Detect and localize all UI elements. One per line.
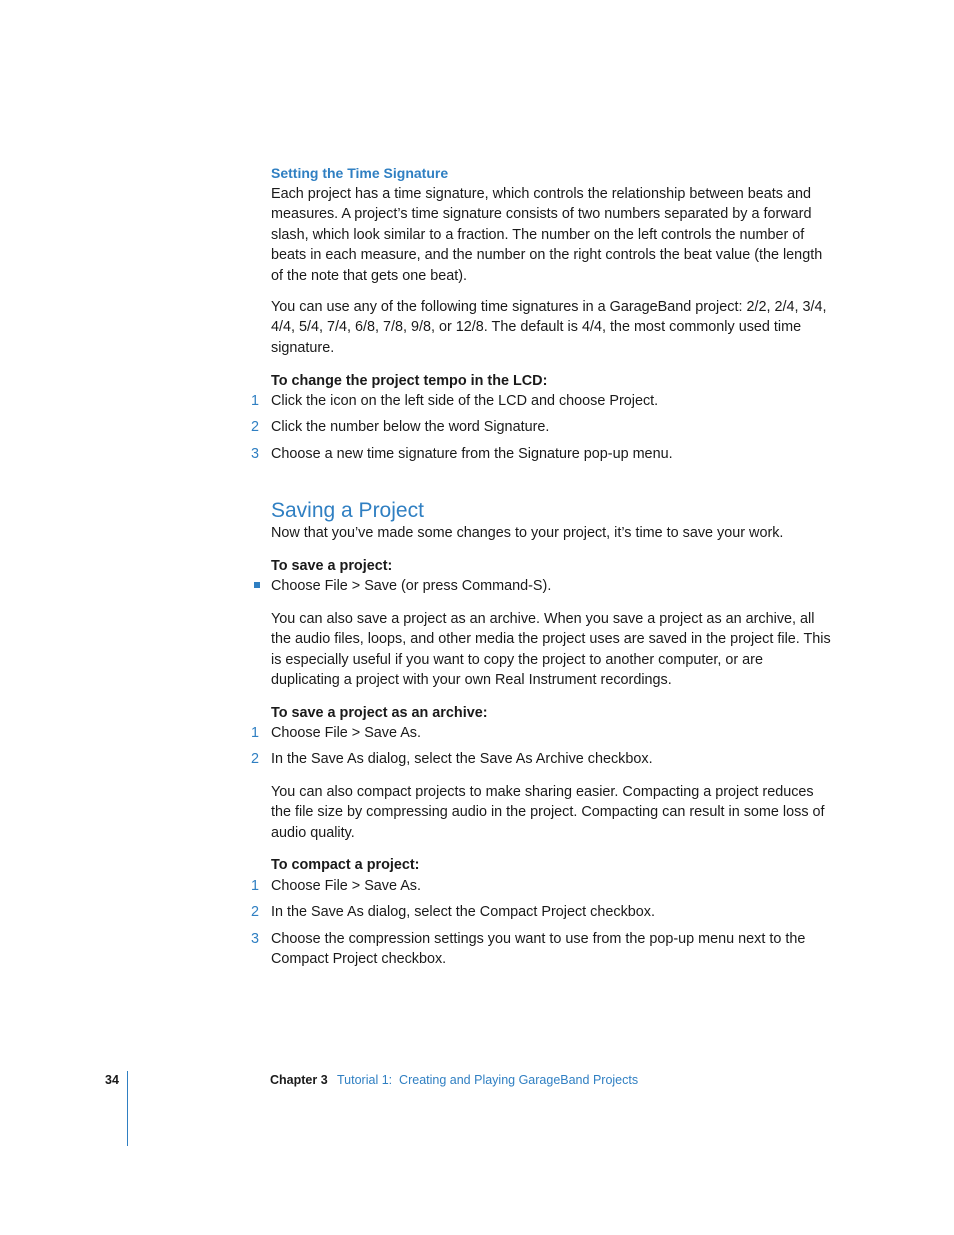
paragraph-saving-intro: Now that you’ve made some changes to your project, it’s time to save your work. <box>271 525 784 541</box>
step-text: Choose the compression settings you want to use from the pop-up menu next to the Compact Project checkbox. <box>271 931 806 968</box>
step-number: 1 <box>251 878 260 894</box>
page-number: 34 <box>105 1073 119 1087</box>
paragraph-time-signature-intro: Each project has a time signature, which controls the relationship between beats and measures. A project’s time signature consists of two numbers separated by a forward slash, which look similar to a fraction. The number on the left controls the number of beats in each measure, and the number on the right controls the beat value (the length of the note that gets one beat). <box>271 186 823 284</box>
step-text: Choose File > Save As. <box>271 878 421 894</box>
bullet-square-icon <box>254 582 260 588</box>
section-heading-time-signature: Setting the Time Signature <box>271 165 449 181</box>
footer-chapter: Chapter 3 <box>270 1073 328 1087</box>
paragraph-time-signature-options: You can use any of the following time signatures in a GarageBand project: 2/2, 2/4, 3/4, 4/4, 5/4, 7/4, 6/8, 7/8, 9/8, or 12/8. The default is 4/4, the most commonly used time signature. <box>271 299 827 356</box>
task-lead-compact-project: To compact a project: <box>271 857 420 873</box>
footer-chapter-title: Tutorial 1: Creating and Playing GarageBand Projects <box>337 1073 639 1087</box>
step-text: In the Save As dialog, select the Save As Archive checkbox. <box>271 751 653 767</box>
step-number: 3 <box>251 446 260 462</box>
task-lead-save-project: To save a project: <box>271 558 393 574</box>
step-number: 3 <box>251 931 260 947</box>
step-number: 1 <box>251 725 260 741</box>
bullet-text: Choose File > Save (or press Command-S). <box>271 578 552 594</box>
step-number: 2 <box>251 419 260 435</box>
step-number: 1 <box>251 393 260 409</box>
step-text: Click the number below the word Signature. <box>271 419 550 435</box>
paragraph-archive: You can also save a project as an archive. When you save a project as an archive, all the audio files, loops, and other media the project uses are saved in the project file. This is especially useful if you want to copy the project to another computer, or are duplicating a project with your own Real Instrument recordings. <box>271 611 831 689</box>
task-lead-change-tempo: To change the project tempo in the LCD: <box>271 373 548 389</box>
step-text: Click the icon on the left side of the LCD and choose Project. <box>271 393 659 409</box>
paragraph-compact: You can also compact projects to make sharing easier. Compacting a project reduces the file size by compressing audio in the project. Compacting can result in some loss of audio quality. <box>271 784 825 841</box>
task-lead-save-archive: To save a project as an archive: <box>271 705 488 721</box>
step-number: 2 <box>251 751 260 767</box>
step-text: Choose a new time signature from the Signature pop-up menu. <box>271 446 673 462</box>
step-text: In the Save As dialog, select the Compact Project checkbox. <box>271 904 655 920</box>
footer-divider <box>127 1071 128 1146</box>
step-number: 2 <box>251 904 260 920</box>
section-heading-saving-project: Saving a Project <box>271 499 424 522</box>
step-text: Choose File > Save As. <box>271 725 421 741</box>
